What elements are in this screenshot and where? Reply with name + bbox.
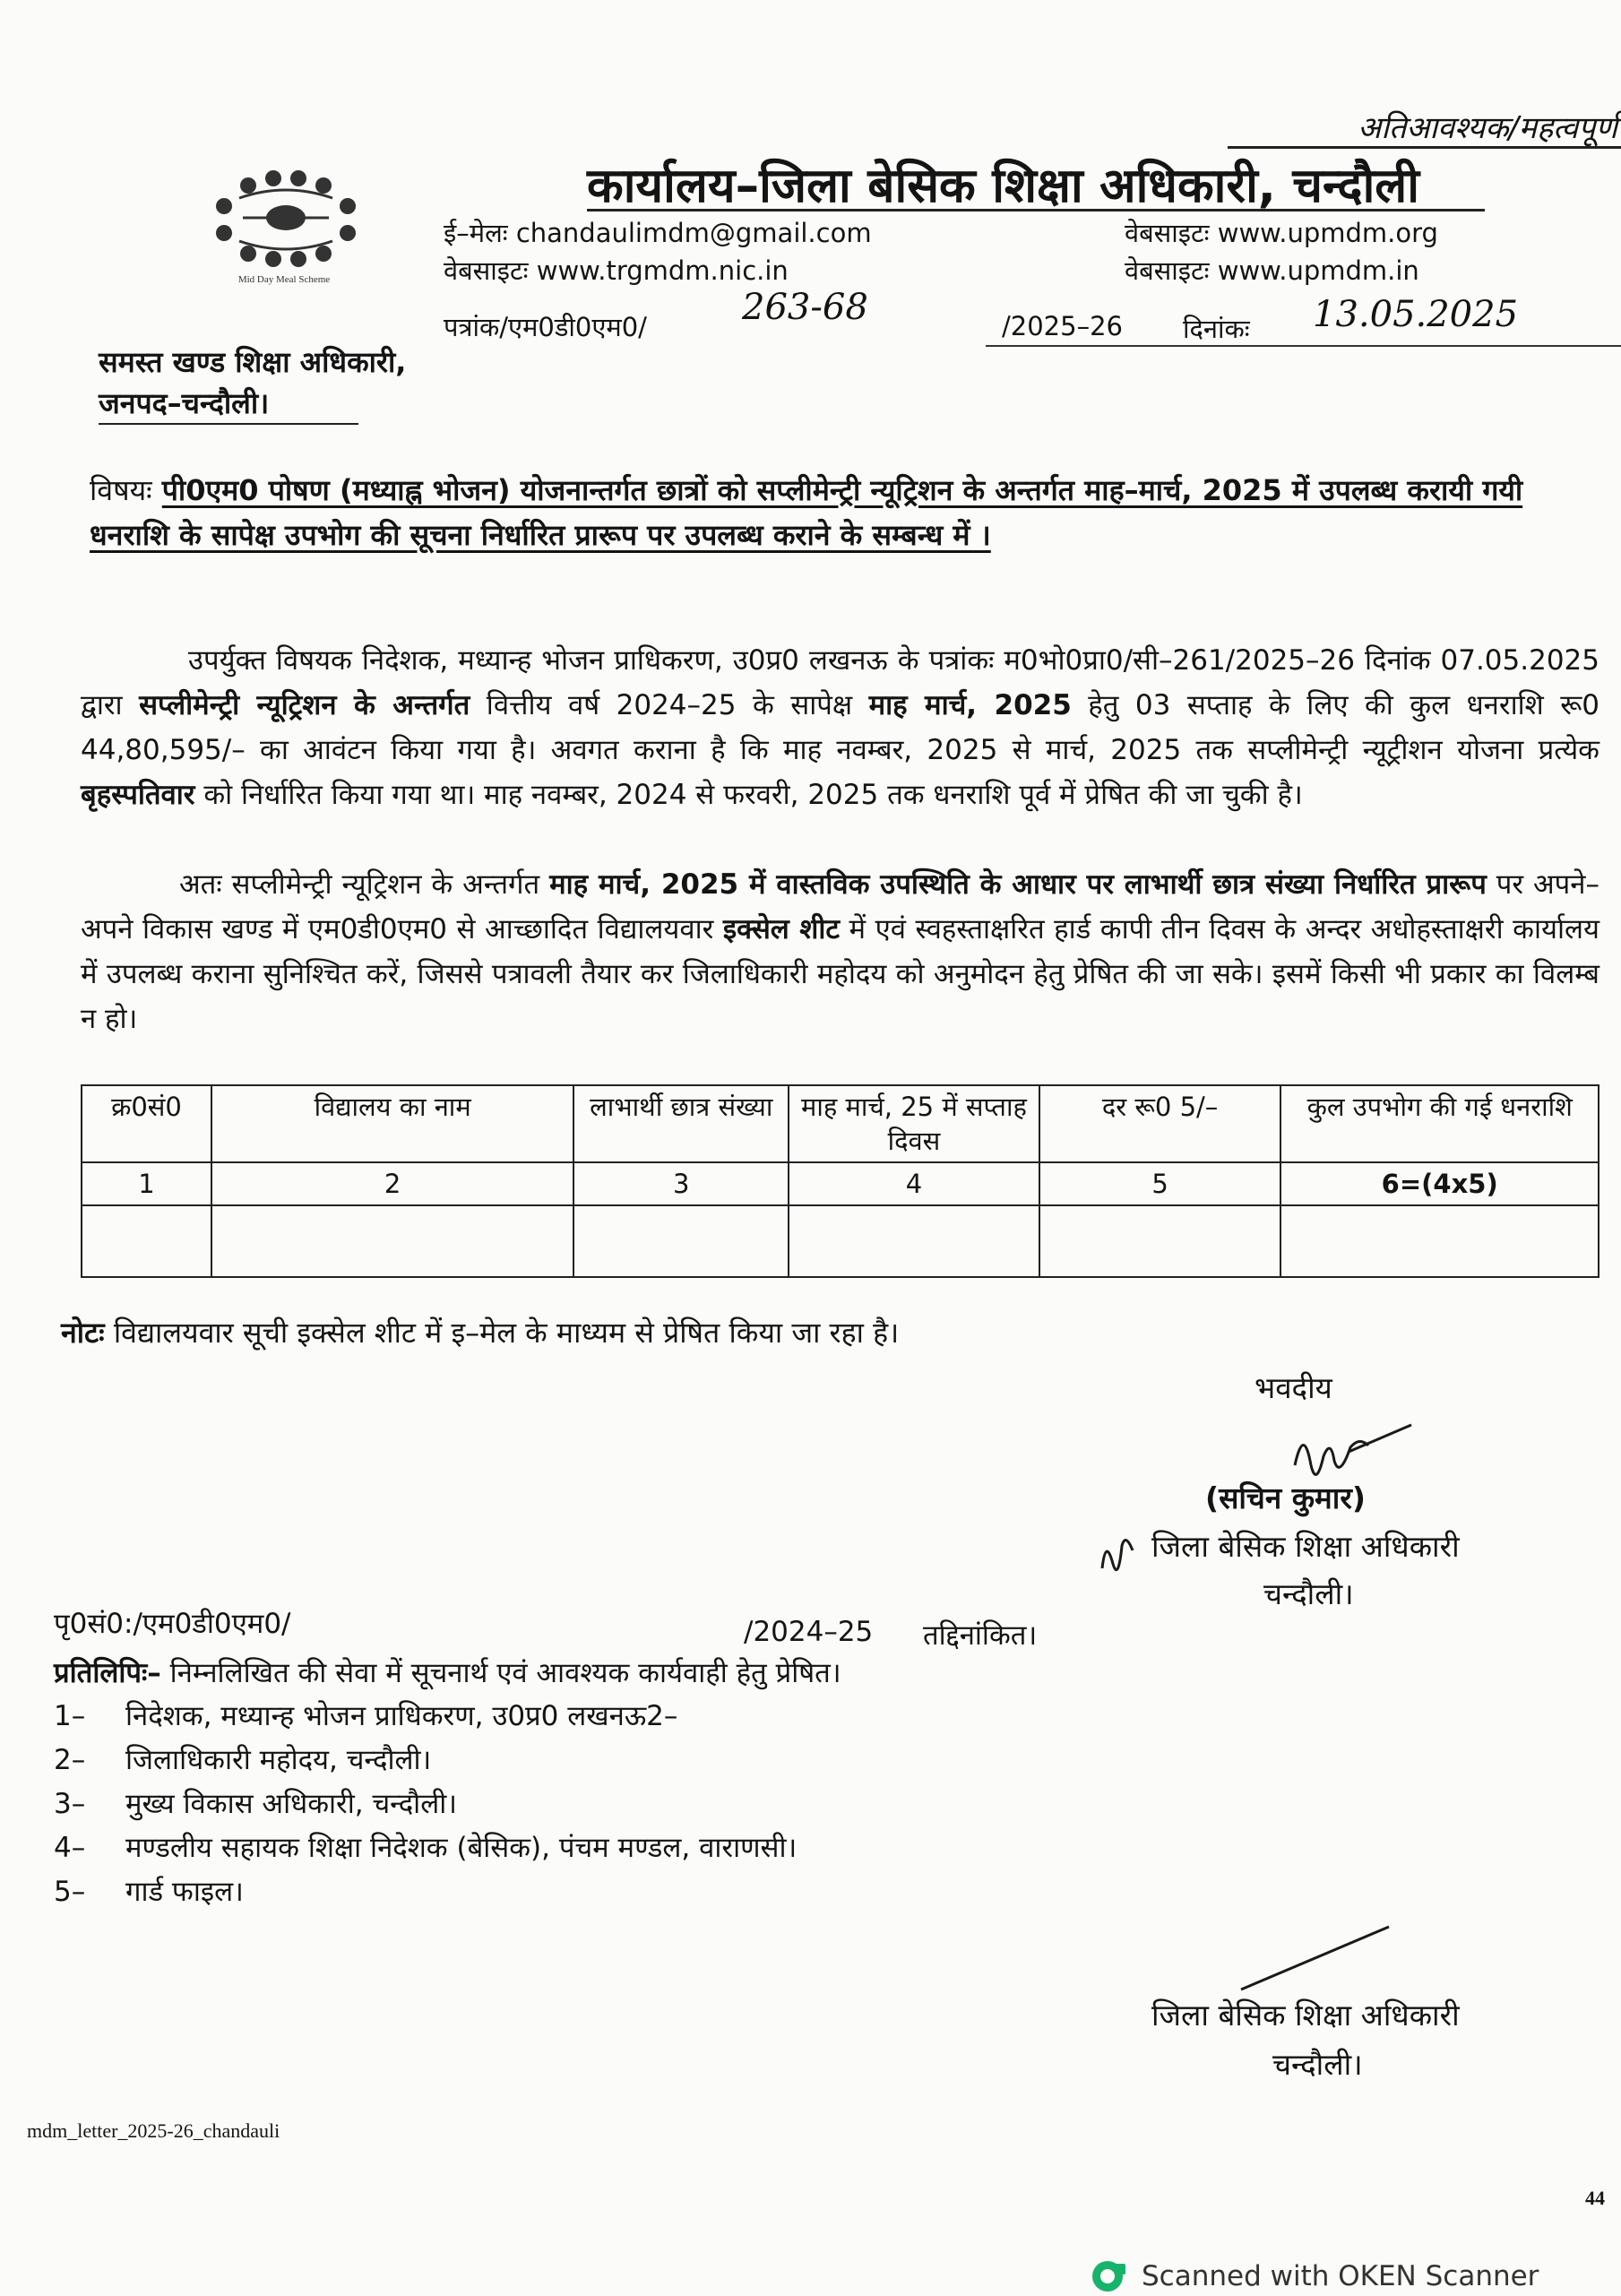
office-title: कार्यालय–जिला बेसिक शिक्षा अधिकारी, चन्दौली xyxy=(587,159,1419,213)
copy-ref: पृ0सं0:/एम0डी0एम0/ xyxy=(54,1608,291,1640)
website1-label: वेबसाइटः xyxy=(444,255,529,286)
table-empty-row xyxy=(82,1205,1599,1277)
table-number-cell: 4 xyxy=(789,1162,1039,1205)
footer-designation: जिला बेसिक शिक्षा अधिकारी xyxy=(1151,1998,1460,2033)
body-paragraph-1 xyxy=(81,638,1599,817)
table-header-cell: माह मार्च, 25 में सप्ताह दिवस xyxy=(789,1085,1039,1162)
copy-label: प्रतिलिपिः– xyxy=(54,1657,161,1689)
email-label: ई–मेलः xyxy=(444,218,508,248)
table-number-cell: 5 xyxy=(1039,1162,1281,1205)
scanner-logo-icon xyxy=(1090,2257,1129,2296)
ref-number: 263-68 xyxy=(742,287,868,328)
urgency-label: अतिआवश्यक/महत्वपूर्ण xyxy=(1358,110,1617,146)
table-empty-cell xyxy=(573,1205,789,1277)
copy-item-text: मुख्य विकास अधिकारी, चन्दौली। xyxy=(125,1788,457,1820)
p1-bold-d: माह मार्च, 2025 xyxy=(868,689,1072,721)
office-underline xyxy=(587,209,1485,211)
date-label: दिनांकः xyxy=(1183,314,1250,344)
table-number-cell: 3 xyxy=(573,1162,789,1205)
copy-item xyxy=(54,1828,797,1866)
p1-text-a: उपर्युक्त विषयक निदेशक, मध्यान्ह भोजन प्राधिकरण, उ0प्र0 लखनऊ के पत्रांकः म0भो0प्रा0/सी–261/2025–26 दिनांक 07.05.2025 द्वारा xyxy=(81,644,1599,721)
table-header-cell: दर रू0 5/– xyxy=(1039,1085,1281,1162)
copy-item-number: 4– xyxy=(54,1832,86,1864)
website3-label: वेबसाइटः xyxy=(1125,255,1210,286)
initials-icon xyxy=(1095,1523,1144,1577)
copy-intro-text: निम्नलिखित की सेवा में सूचनार्थ एवं आवश्यक कार्यवाही हेतु प्रेषित। xyxy=(160,1657,841,1689)
copy-item-number: 2– xyxy=(54,1744,86,1776)
table-number-cell: 1 xyxy=(82,1162,211,1205)
signature-scribble-2 xyxy=(1237,1922,1398,1998)
website-line-1 xyxy=(444,253,789,288)
copy-item xyxy=(54,1872,244,1910)
p1-bold-b: सप्लीमेन्ट्री न्यूट्रिशन के अन्तर्गत xyxy=(139,689,470,721)
scanner-watermark xyxy=(1090,2257,1539,2296)
p2-text-a: अतः सप्लीमेन्ट्री न्यूट्रिशन के अन्तर्गत xyxy=(179,868,550,901)
mdm-logo-icon xyxy=(184,166,385,291)
website2-label: वेबसाइटः xyxy=(1125,218,1210,248)
copy-dated: तद्दिनांकित। xyxy=(923,1619,1038,1652)
signatory-name: (सचिन कुमार) xyxy=(1205,1480,1366,1515)
email-line xyxy=(444,215,872,250)
copy-item-text: निदेशक, मध्यान्ह भोजन प्राधिकरण, उ0प्र0 लखनऊ2– xyxy=(125,1700,678,1732)
website-line-3 xyxy=(1125,253,1419,288)
addressee-underline xyxy=(99,423,358,425)
table-empty-cell xyxy=(1039,1205,1281,1277)
p2-bold-d: इक्सेल शीट xyxy=(722,913,840,945)
table-empty-cell xyxy=(1280,1205,1599,1277)
signatory-designation: जिला बेसिक शिक्षा अधिकारी xyxy=(1151,1529,1460,1564)
copy-item-text: जिलाधिकारी महोदय, चन्दौली। xyxy=(125,1744,432,1776)
table-number-cell: 6=(4x5) xyxy=(1280,1162,1599,1205)
table-empty-cell xyxy=(211,1205,573,1277)
footer-place: चन्दौली। xyxy=(1272,2047,1363,2082)
file-name: mdm_letter_2025-26_chandauli xyxy=(27,2119,280,2142)
copy-item xyxy=(54,1740,431,1778)
signature-stroke-icon xyxy=(1237,1922,1398,1994)
table-number-cell: 2 xyxy=(211,1162,573,1205)
copy-item-number: 1– xyxy=(54,1700,86,1732)
note xyxy=(61,1313,899,1351)
closing: भवदीय xyxy=(1255,1370,1332,1405)
copy-item xyxy=(54,1696,677,1734)
ref-label: पत्रांक/एम0डी0एम0/ xyxy=(444,312,647,342)
website1-value: www.trgmdm.nic.in xyxy=(536,255,789,286)
table-header-cell: क्र0सं0 xyxy=(82,1085,211,1162)
website-line-2 xyxy=(1125,215,1438,250)
table-header-cell: विद्यालय का नाम xyxy=(211,1085,573,1162)
p1-text-g: को निर्धारित किया गया था। माह नवम्बर, 2024 से फरवरी, 2025 तक धनराशि पूर्व में प्रेषित की जा चुकी है। xyxy=(194,779,1303,811)
page-number: 44 xyxy=(1585,2187,1605,2209)
format-table xyxy=(81,1084,1599,1278)
p2-text-e: में एवं स्वहस्ताक्षरित हार्ड कापी तीन दिवस के अन्दर अधोहस्ताक्षरी कार्यालय में उपलब्ध कराना सुनिश्चित करें, जिससे पत्रावली तैयार कर जिलाधिकारी महोदय को अनुमोदन हेतु प्रेषित की जा सके। इसमें किसी भी प्रकार का विलम्ब न हो। xyxy=(81,913,1599,1035)
copy-year: /2024–25 xyxy=(744,1616,874,1648)
addressee-line-2: जनपद–चन्दौली। xyxy=(99,386,270,420)
p1-text-c: वित्तीय वर्ष 2024–25 के सापेक्ष xyxy=(470,689,869,721)
copy-item-number: 3– xyxy=(54,1788,86,1820)
copy-intro xyxy=(54,1653,841,1691)
ref-year: /2025–26 xyxy=(1002,311,1123,341)
table-header-cell: कुल उपभोग की गई धनराशि xyxy=(1280,1085,1599,1162)
copy-item xyxy=(54,1784,457,1822)
table-header-row xyxy=(82,1085,1599,1162)
mdm-logo xyxy=(184,166,385,291)
subject-text: पी0एम0 पोषण (मध्याह्न भोजन) योजनान्तर्गत छात्रों को सप्लीमेन्ट्री न्यूट्रिशन के अन्तर्गत माह–मार्च, 2025 में उपलब्ध करायी गयी धनराशि के सापेक्ष उपभोग की सूचना निर्धारित प्रारूप पर उपलब्ध कराने के सम्बन्ध में । xyxy=(90,473,1523,552)
scanner-text: Scanned with OKEN Scanner xyxy=(1142,2260,1539,2292)
subject xyxy=(90,468,1595,557)
letter-date: 13.05.2025 xyxy=(1313,294,1519,335)
body-paragraph-2 xyxy=(81,862,1599,1041)
table-number-row xyxy=(82,1162,1599,1205)
urgency-underline xyxy=(1228,146,1621,149)
header-divider xyxy=(986,345,1621,347)
addressee-line-1: समस्त खण्ड शिक्षा अधिकारी, xyxy=(99,345,407,379)
signatory-place: चन्दौली। xyxy=(1263,1576,1354,1611)
table-header-cell: लाभार्थी छात्र संख्या xyxy=(573,1085,789,1162)
initials-scribble xyxy=(1095,1523,1144,1581)
note-text: विद्यालयवार सूची इक्सेल शीट में इ–मेल के माध्यम से प्रेषित किया जा रहा है। xyxy=(104,1316,900,1350)
p2-bold-b: माह मार्च, 2025 में वास्तविक उपस्थिति के आधार पर लाभार्थी छात्र संख्या निर्धारित प्रारूप xyxy=(549,868,1487,901)
p2-text-c: पर अपने–अपने विकास खण्ड में एम0डी0एम0 से आच्छादित विद्यालयवार xyxy=(81,868,1599,945)
copy-item-number: 5– xyxy=(54,1876,86,1908)
table-empty-cell xyxy=(82,1205,211,1277)
p1-bold-f: बृहस्पतिवार xyxy=(81,779,195,811)
website3-value: www.upmdm.in xyxy=(1217,255,1419,286)
website2-value: www.upmdm.org xyxy=(1217,218,1438,248)
logo-caption: Mid Day Meal Scheme xyxy=(237,274,331,285)
email-value: chandaulimdm@gmail.com xyxy=(515,218,872,248)
subject-label: विषयः xyxy=(90,473,152,507)
copy-item-text: मण्डलीय सहायक शिक्षा निदेशक (बेसिक), पंचम मण्डल, वाराणसी। xyxy=(125,1832,798,1864)
table-empty-cell xyxy=(789,1205,1039,1277)
copy-item-text: गार्ड फाइल। xyxy=(125,1876,244,1908)
note-label: नोटः xyxy=(61,1316,105,1350)
p1-text-e: हेतु 03 सप्ताह के लिए की कुल धनराशि रू0 44,80,595/– का आवंटन किया गया है। अवगत कराना है कि माह नवम्बर, 2025 से मार्च, 2025 तक सप्लीमेन्ट्री न्यूट्रीशन योजना प्रत्येक xyxy=(81,689,1600,766)
